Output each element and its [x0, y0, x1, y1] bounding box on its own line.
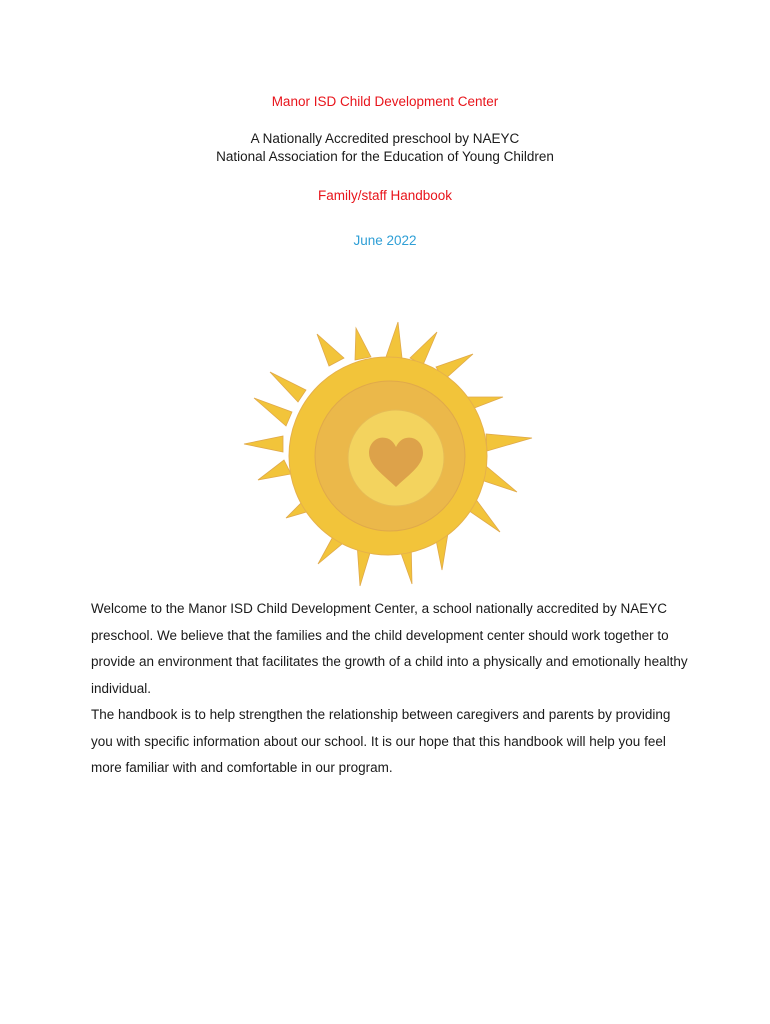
handbook-date: June 2022 [353, 233, 417, 248]
accreditation-line-2: National Association for the Education of Young Children [216, 149, 554, 164]
sun-ray [386, 322, 402, 358]
handbook-purpose-paragraph: The handbook is to help strengthen the relationship between caregivers and parents by providing you with specific information about our school. It is our hope that this handbook will help you feel more familiar with and comfortable in our program. [91, 707, 671, 775]
sun-ray [258, 460, 291, 480]
welcome-paragraph: Welcome to the Manor ISD Child Development Center, a school nationally accredited by NAEYC preschool. We believe that the families and the child development center should work together to provide an environment that facilitates the growth of a child into a physically and emotionally healthy individual. [91, 601, 688, 696]
sun-ray [317, 334, 344, 366]
sun-ray [254, 398, 292, 426]
accreditation-line-1: A Nationally Accredited preschool by NAEYC [250, 131, 520, 146]
welcome-text [91, 596, 691, 782]
center-name-heading: Manor ISD Child Development Center [271, 94, 499, 109]
sun-with-heart-icon [240, 320, 540, 590]
handbook-title: Family/staff Handbook [317, 188, 453, 203]
sun-ray [244, 436, 283, 452]
sun-ray [486, 434, 532, 451]
sun-ray [355, 328, 371, 360]
sun-ray [270, 372, 306, 402]
